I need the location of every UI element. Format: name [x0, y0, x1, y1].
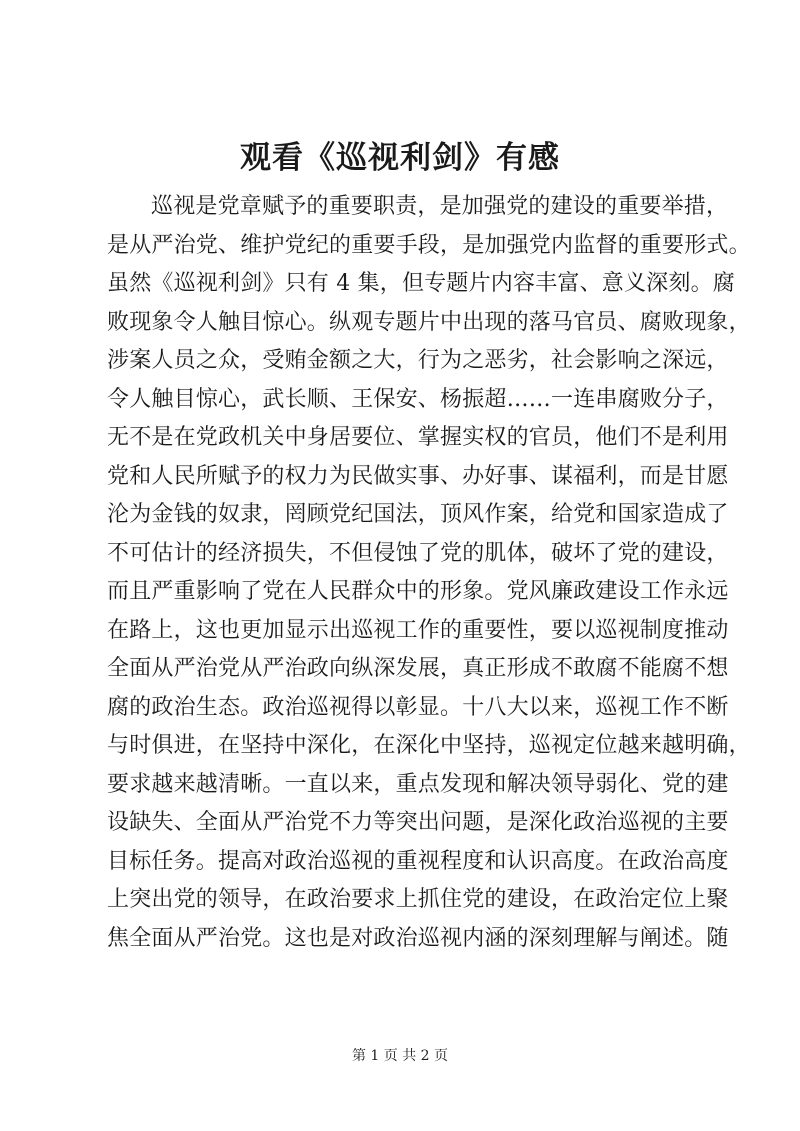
- body-line: 无不是在党政机关中身居要位、掌握实权的官员，他们不是利用: [107, 425, 729, 450]
- body-line: 要求越来越清晰。一直以来，重点发现和解决领导弱化、党的建: [107, 771, 729, 797]
- body-line: 全面从严治党从严治政向纵深发展，真正形成不敢腐不能腐不想: [107, 656, 729, 681]
- body-line: 焦全面从严治党。这也是对政治巡视内涵的深刻理解与阐述。随: [107, 925, 729, 951]
- body-line: 巡视是党章赋予的重要职责，是加强党的建设的重要举措，: [151, 194, 729, 219]
- body-line: 党和人民所赋予的权力为民做实事、办好事、谋福利，而是甘愿: [107, 463, 729, 489]
- body-line: 腐的政治生态。政治巡视得以彰显。十八大以来，巡视工作不断: [107, 694, 729, 720]
- body-line: 虽然《巡视利剑》只有 4 集，但专题片内容丰富、意义深刻。腐: [107, 271, 735, 296]
- body-line: 沦为金钱的奴隶，罔顾党纪国法，顶风作案，给党和国家造成了: [107, 502, 729, 527]
- body-line: 是从严治党、维护党纪的重要手段，是加强党内监督的重要形式。: [107, 232, 751, 258]
- body-line: 败现象令人触目惊心。纵观专题片中出现的落马官员、腐败现象，: [107, 309, 751, 335]
- body-line: 上突出党的领导，在政治要求上抓住党的建设，在政治定位上聚: [107, 887, 729, 912]
- body-line: 不可估计的经济损失，不但侵蚀了党的肌体，破坏了党的建设，: [107, 540, 729, 566]
- body-line: 目标任务。提高对政治巡视的重视程度和认识高度。在政治高度: [107, 848, 729, 874]
- body-line: 而且严重影响了党在人民群众中的形象。党风廉政建设工作永远: [107, 579, 729, 604]
- body-line: 令人触目惊心，武长顺、王保安、杨振超……一连串腐败分子，: [107, 386, 729, 412]
- body-line: 与时俱进，在坚持中深化，在深化中坚持，巡视定位越来越明确，: [107, 733, 751, 758]
- body-line: 设缺失、全面从严治党不力等突出问题，是深化政治巡视的主要: [107, 810, 729, 835]
- document-body: [107, 188, 751, 958]
- body-line: 在路上，这也更加显示出巡视工作的重要性，要以巡视制度推动: [107, 617, 729, 643]
- page-number-footer: 第 1 页 共 2 页: [351, 1048, 449, 1064]
- body-line: 涉案人员之众，受贿金额之大，行为之恶劣，社会影响之深远，: [107, 348, 729, 373]
- document-title: 观看《巡视利剑》有感: [240, 140, 560, 176]
